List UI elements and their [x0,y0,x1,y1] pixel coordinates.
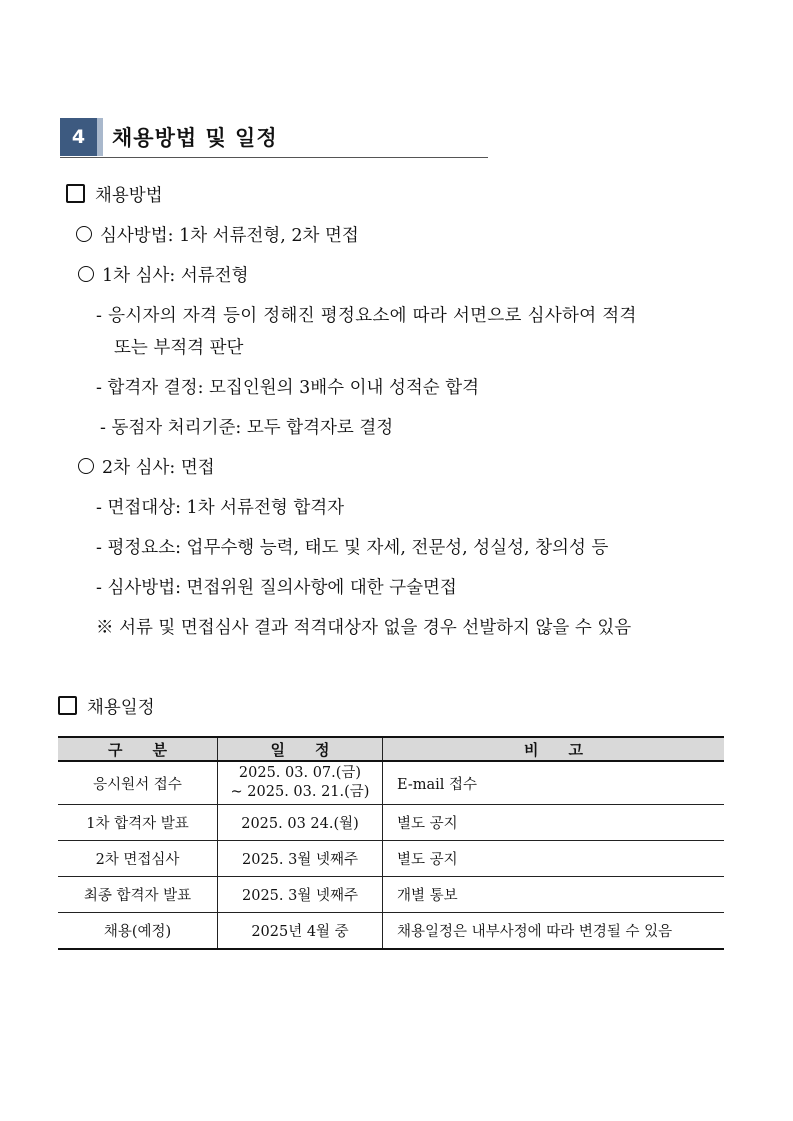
stage1-bullet: - 동점자 처리기준: 모두 합격자로 결정 [100,418,394,438]
stage1-heading: 1차 심사: 서류전형 [102,266,249,286]
checkbox-icon [58,696,77,715]
date-start: 2025. 03. 07.(금) [238,765,362,781]
section-header [60,118,488,160]
table-row [58,761,724,805]
stage1-bullet-continuation: 또는 부적격 판단 [114,338,244,358]
circle-bullet-icon [78,458,94,474]
section-title: 채용방법 및 일정 [112,126,278,150]
column-header-category: 구 분 [58,737,218,761]
stage1-heading-row [78,262,249,287]
note-cell: 개별 통보 [383,877,725,913]
section-underline [60,157,488,158]
stage2-heading-row [78,454,215,479]
circle-bullet-icon [76,226,92,242]
date-cell: 2025. 03 24.(월) [218,805,383,841]
schedule-heading-row [58,694,155,719]
schedule-heading: 채용일정 [87,698,155,718]
stage2-heading: 2차 심사: 면접 [102,458,215,478]
note-cell: 별도 공지 [383,805,725,841]
column-header-date: 일 정 [218,737,383,761]
note-cell: 별도 공지 [383,841,725,877]
method-heading: 채용방법 [95,186,163,206]
category-cell: 최종 합격자 발표 [58,877,218,913]
category-cell: 1차 합격자 발표 [58,805,218,841]
section-number: 4 [60,118,97,156]
date-end: ~ 2025. 03. 21.(금) [230,784,370,800]
table-row [58,805,724,841]
review-method-text: 심사방법: 1차 서류전형, 2차 면접 [100,226,359,246]
section-accent-bar [97,118,103,156]
review-method-row [76,222,359,247]
note-cell: E-mail 접수 [383,761,725,805]
category-cell: 2차 면접심사 [58,841,218,877]
method-note: ※ 서류 및 면접심사 결과 적격대상자 없을 경우 선발하지 않을 수 있음 [96,618,632,638]
stage1-bullet: - 합격자 결정: 모집인원의 3배수 이내 성적순 합격 [96,378,480,398]
column-header-note: 비 고 [383,737,725,761]
stage2-bullet: - 평정요소: 업무수행 능력, 태도 및 자세, 전문성, 성실성, 창의성 등 [96,538,609,558]
date-cell [218,761,383,805]
circle-bullet-icon [78,266,94,282]
stage2-bullet: - 면접대상: 1차 서류전형 합격자 [96,498,345,518]
stage1-bullet: - 응시자의 자격 등이 정해진 평정요소에 따라 서면으로 심사하여 적격 [96,306,637,326]
checkbox-icon [66,184,85,203]
category-cell: 응시원서 접수 [58,761,218,805]
date-cell: 2025. 3월 넷째주 [218,841,383,877]
table-row [58,841,724,877]
table-row [58,877,724,913]
table-header-row [58,737,724,761]
note-cell: 채용일정은 내부사정에 따라 변경될 수 있음 [383,913,725,950]
category-cell: 채용(예정) [58,913,218,950]
method-heading-row [66,182,163,207]
date-cell: 2025년 4월 중 [218,913,383,950]
table-row [58,913,724,950]
stage2-bullet: - 심사방법: 면접위원 질의사항에 대한 구술면접 [96,578,457,598]
schedule-table [58,736,724,950]
date-cell: 2025. 3월 넷째주 [218,877,383,913]
